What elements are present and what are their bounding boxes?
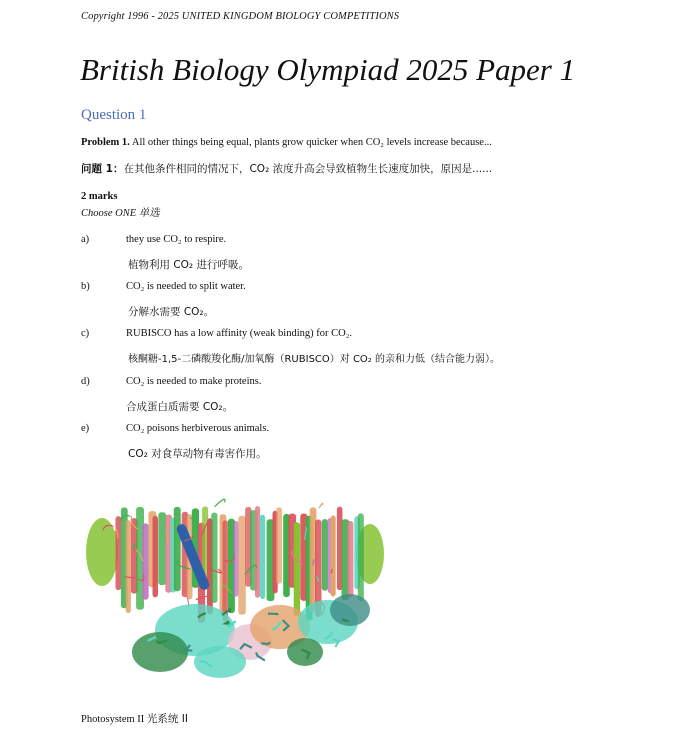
helix-shape [255,506,260,598]
marks-label: 2 marks [81,191,118,202]
helix-shape [276,507,282,584]
problem-text-cn: 在其他条件相同的情况下，CO₂ 浓度升高会导致植物生长速度加快，原因是...... [123,163,493,175]
option-a-text-cn: 植物利用 CO₂ 进行呼吸。 [128,259,249,271]
option-a-text[interactable]: they use CO₂ to respire. [126,234,227,245]
problem-label: Problem 1. [81,137,130,148]
side-lobe-shape [86,518,118,586]
problem-text: All other things being equal, plants grow quicker when CO₂ levels increase because... [129,137,492,148]
figure-caption [81,711,188,726]
option-e-letter: e) [81,423,90,434]
helix-shape [331,516,336,597]
option-a-letter: a) [81,234,90,245]
option-b-letter: b) [81,281,90,292]
option-e-text[interactable]: CO₂ poisons herbiverous animals. [126,423,270,434]
figure-caption-cn: 光系统 II [146,713,188,725]
helix-shape [126,520,131,613]
extrinsic-domain-shape [132,632,188,672]
problem-statement [81,137,492,148]
copyright-notice: Copyright 1996 - 2025 UNITED KINGDOM BIOLOGY COMPETITIONS [81,11,400,22]
lower-domain-group [132,594,370,678]
figure-caption-en: Photosystem II [81,714,145,725]
helix-shape [294,522,300,616]
problem-statement-cn [81,161,492,176]
option-c-text-cn: 核酮糖-1,5-二磷酸羧化酶/加氧酶（RUBISCO）对 CO₂ 的亲和力低（结合能力弱）。 [128,354,500,365]
option-e-text-cn: CO₂ 对食草动物有毒害作用。 [128,448,267,460]
coil-shape [215,499,225,506]
coil-shape [319,503,323,508]
option-b-text[interactable]: CO₂ is needed to split water. [126,281,246,292]
choose-instruction: Choose ONE 单选 [81,208,160,219]
document-title: British Biology Olympiad 2025 Paper 1 [80,52,576,87]
helix-shape [347,521,353,597]
helix-shape [116,516,122,590]
option-b-text-cn: 分解水需要 CO₂。 [128,306,215,318]
helix-shape [238,516,246,615]
helix-shape [358,513,364,601]
photosystem-ii-structure-image [80,492,392,684]
option-c-text[interactable]: RUBISCO has a low affinity (weak binding) for CO₂. [126,328,352,339]
option-d-letter: d) [81,376,90,387]
helix-shape [142,523,148,600]
helix-shape [174,507,181,591]
extrinsic-domain-shape [330,594,370,626]
option-d-text-cn: 合成蛋白质需要 CO₂。 [126,401,234,413]
option-c-letter: c) [81,328,90,339]
helix-shape [222,520,228,621]
question-heading: Question 1 [81,107,147,123]
option-d-text[interactable]: CO₂ is needed to make proteins. [126,376,262,387]
helix-shape [322,519,328,591]
helix-shape [158,512,166,585]
helix-shape [260,515,265,600]
helix-shape [211,513,217,604]
problem-label-cn: 问题 1： [81,163,124,175]
helix-shape [153,516,159,598]
